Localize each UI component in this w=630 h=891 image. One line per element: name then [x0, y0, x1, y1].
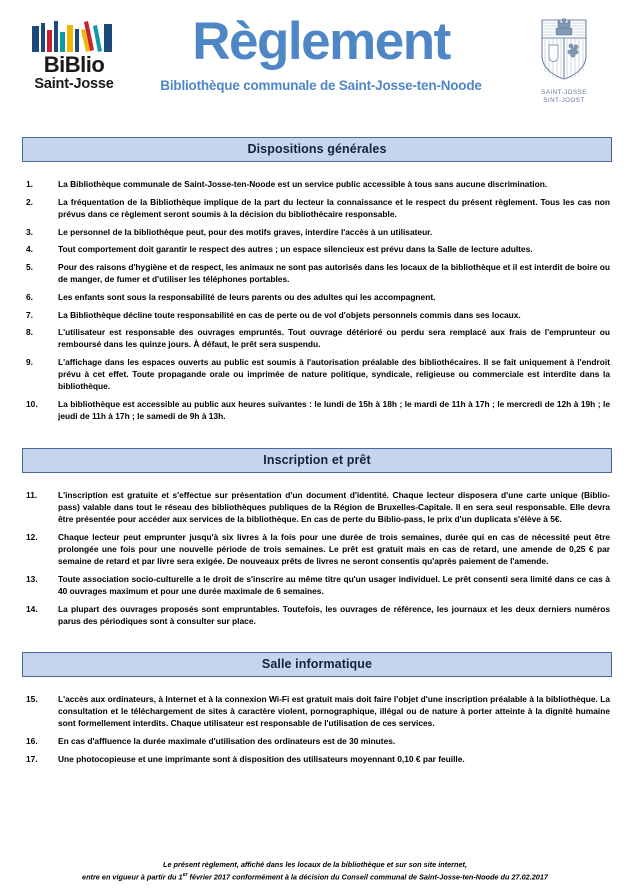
rule-item	[22, 735, 612, 747]
rule-item	[22, 531, 612, 568]
document-header	[0, 0, 630, 122]
section-header-dispositions-generales: Dispositions générales	[22, 137, 612, 162]
rule-item	[22, 226, 612, 238]
rules-list-dispositions-generales	[22, 178, 612, 423]
coat-of-arms-caption-nl: SINT-JOOST	[543, 97, 585, 105]
biblio-wordmark	[22, 54, 126, 92]
rule-text: Chaque lecteur peut emprunter jusqu'à six livres à la fois pour une durée de trois semaines, durée qui en cas de nécessité peut être prolongée une fois pour une nouvelle période de trois semaines. Le prêt est gratuit mais en cas de retard, une amende de 0,25 € par semaine de retard et par livre sera exigée. De nouveaux prêts de livres ne seront consentis qu'après paiement de l'amende.	[58, 531, 610, 566]
section-body-dispositions-generales	[22, 162, 612, 423]
rule-item	[22, 489, 612, 526]
section-body-salle-informatique	[22, 677, 612, 765]
coat-of-arms-caption	[516, 89, 612, 106]
rule-item	[22, 243, 612, 255]
rule-text: En cas d'affluence la durée maximale d'utilisation des ordinateurs est de 30 minutes.	[58, 735, 396, 746]
rule-item	[22, 356, 612, 393]
rules-list-salle-informatique	[22, 693, 612, 765]
section-body-inscription-et-pret	[22, 473, 612, 627]
rule-text: Une photocopieuse et une imprimante sont à disposition des utilisateurs moyennant 0,10 € par feuille.	[58, 753, 465, 764]
rule-text: La plupart des ouvrages proposés sont empruntables. Toutefois, les ouvrages de référence, les journaux et les deux derniers numéros parus des périodiques sont à consulter sur place.	[58, 603, 610, 626]
page-subtitle: Bibliothèque communale de Saint-Josse-ten-Noode	[160, 77, 482, 93]
rule-text: Tout comportement doit garantir le respect des autres ; un espace silencieux est prévu dans la Salle de lecture adultes.	[58, 244, 533, 255]
coat-of-arms-caption-fr: SAINT-JOSSE	[541, 89, 587, 96]
rule-item	[22, 753, 612, 765]
rule-number: 11.	[26, 489, 38, 500]
rule-text: Le personnel de la bibliothèque peut, pour des motifs graves, interdire l'accès à un utilisateur.	[58, 226, 433, 237]
rule-number: 9.	[26, 357, 33, 368]
biblio-wordmark-line2: Saint-Josse	[34, 76, 114, 92]
section-header-inscription-et-pret: Inscription et prêt	[22, 448, 612, 473]
saint-josse-coat-of-arms	[516, 10, 612, 106]
footer-ordinal-suffix: er	[182, 871, 188, 878]
rule-item	[22, 309, 612, 321]
rules-list-inscription-et-pret	[22, 489, 612, 627]
rule-number: 13.	[26, 573, 38, 584]
document-content	[0, 137, 630, 765]
coat-of-arms-icon	[536, 16, 592, 82]
rule-text: La Bibliothèque communale de Saint-Josse-ten-Noode est un service public accessible à tous sans aucune discrimination.	[58, 179, 548, 189]
footer-line-2-prefix: entre en vigueur à partir du 1	[82, 871, 183, 881]
rule-number: 10.	[26, 399, 38, 410]
rule-item	[22, 261, 612, 285]
rule-number: 3.	[26, 226, 33, 237]
rule-text: L'affichage dans les espaces ouverts au public est soumis à l'autorisation préalable des bibliothécaires. Il se fait uniquement à l'endroit prévu à cet effet. Toute propagande orale ou imprimée de nature politique, syndicale, religieuse ou commerciale est interdite dans la bibliothèque.	[58, 357, 610, 392]
rule-item	[22, 326, 612, 350]
rule-text: La fréquentation de la Bibliothèque implique de la part du lecteur la connaissance et le respect du présent règlement. Tous les cas non prévus dans ce règlement seront soumis à la décision du bibliothécaire responsable.	[58, 196, 610, 219]
rule-text: Les enfants sont sous la responsabilité de leurs parents ou des adultes qui les accompagnent.	[58, 291, 436, 302]
title-block	[126, 10, 516, 93]
rule-number: 16.	[26, 735, 38, 746]
document-footer	[0, 859, 630, 883]
rule-number: 7.	[26, 309, 33, 320]
biblio-saint-josse-logo	[22, 10, 126, 92]
rule-item	[22, 178, 612, 190]
footer-line-2	[26, 871, 604, 883]
rule-text: La Bibliothèque décline toute responsabilité en cas de perte ou de vol d'objets personnels commis dans ses locaux.	[58, 309, 521, 320]
rule-item	[22, 573, 612, 597]
rule-number: 15.	[26, 693, 38, 704]
rule-item	[22, 693, 612, 730]
page-title: Règlement	[192, 12, 450, 71]
rule-item	[22, 291, 612, 303]
rule-number: 2.	[26, 196, 33, 207]
rule-text: Pour des raisons d'hygiène et de respect, les animaux ne sont pas autorisés dans les locaux de la bibliothèque et il est interdit de boire ou de manger, de fumer et d'utiliser les téléphones portables.	[58, 261, 610, 285]
book-spines-icon	[30, 18, 118, 52]
rule-number: 8.	[26, 327, 33, 338]
section-header-salle-informatique: Salle informatique	[22, 652, 612, 677]
footer-line-1: Le présent règlement, affiché dans les locaux de la bibliothèque et sur son site internet,	[163, 859, 467, 869]
rule-number: 4.	[26, 244, 33, 255]
rule-number: 12.	[26, 531, 38, 542]
rule-number: 1.	[26, 179, 33, 189]
rule-item	[22, 603, 612, 627]
rule-item	[22, 196, 612, 220]
rule-number: 6.	[26, 291, 33, 302]
biblio-wordmark-line1: BiBlio	[43, 52, 105, 77]
book-spines-svg	[30, 18, 118, 52]
rule-text: L'accès aux ordinateurs, à Internet et à la connexion Wi-Fi est gratuit mais doit faire l'objet d'une inscription préalable à la bibliothèque. La consultation et le téléchargement de sites à caractère violent, pornographique, illégal ou de nature à porter atteinte à la dignité humaine sont formellement interdits. Chaque utilisateur est responsable de l'utilisation de ces services.	[58, 693, 610, 729]
rule-number: 5.	[26, 261, 33, 272]
rule-number: 17.	[26, 753, 38, 764]
rule-text: L'inscription est gratuite et s'effectue sur présentation d'un document d'identité. Chaque lecteur disposera d'une carte unique (Biblio-pass) valable dans tout le réseau des bibliothèques publiques de la Région de Bruxelles-Capitale. Il en sera seul responsable. Elle devra être présentée pour accéder aux services de la bibliothèque. En cas de perte du Biblio-pass, le prix d'un duplicata s'élève à 5€.	[58, 489, 610, 524]
rule-text: La bibliothèque est accessible au public aux heures suivantes : le lundi de 15h à 18h ; le mardi de 11h à 17h ; le mercredi de 12h à 19h ; le jeudi de 11h à 17h ; le samedi de 9h à 13h.	[58, 399, 610, 422]
rule-item	[22, 398, 612, 422]
rule-text: L'utilisateur est responsable des ouvrages empruntés. Tout ouvrage détérioré ou perdu sera remplacé aux frais de l'emprunteur ou remboursé dans les quinze jours. À défaut, le prêt sera suspendu.	[58, 327, 610, 350]
rule-number: 14.	[26, 603, 38, 614]
rule-text: Toute association socio-culturelle a le droit de s'inscrire au même titre qu'un usager individuel. Le prêt consenti sera limité dans ce cas à 40 ouvrages maximum et pour une durée maximale de 6 semaines.	[58, 573, 610, 596]
footer-line-2-suffix: février 2017 conformément à la décision du Conseil communal de Saint-Josse-ten-Noode du 27.02.2017	[187, 871, 548, 881]
